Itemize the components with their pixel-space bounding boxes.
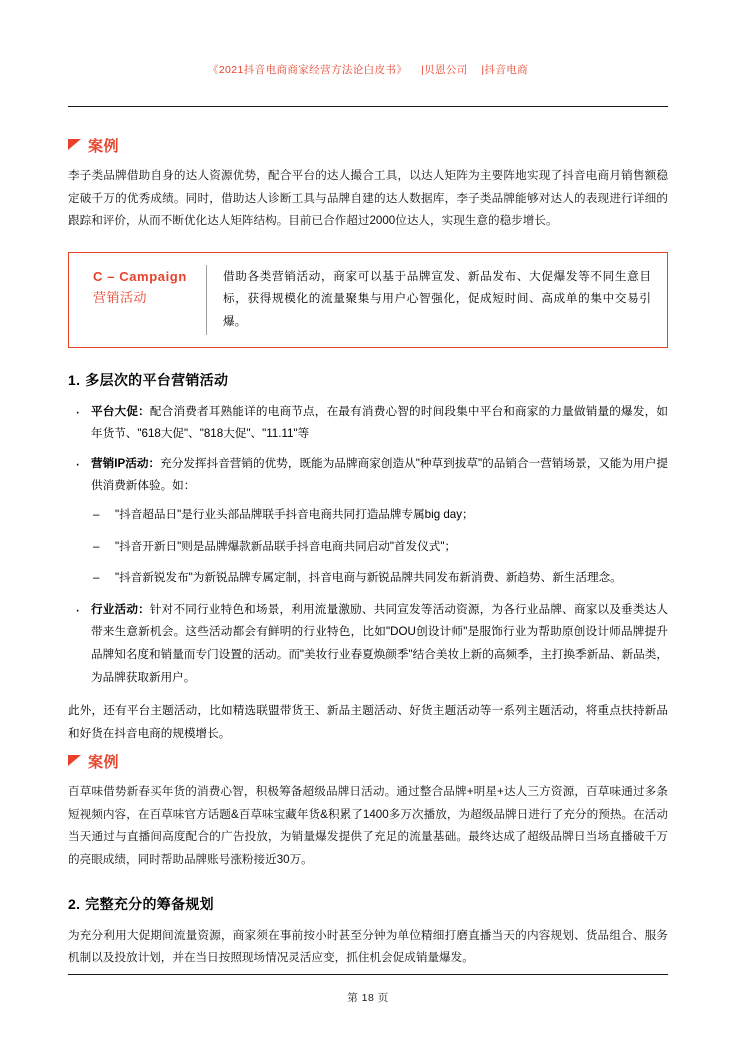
list-item (68, 453, 668, 590)
section-2-paragraph: 为充分利用大促期间流量资源，商家须在事前按小时甚至分钟为单位精细打磨直播当天的内容规划、货品组合、服务机制以及投放计划，并在当日按照现场情况灵活应变，抓住机会促成销量爆发。 (68, 928, 668, 965)
case-label-2: 案例 (88, 754, 120, 772)
case-heading-1 (68, 135, 668, 156)
list-item: – "抖音开新日"则是品牌爆款新品联手抖音电商共同启动"首发仪式"； (91, 536, 668, 559)
campaign-callout-box (68, 252, 668, 348)
callout-body: 借助各类营销活动，商家可以基于品牌宣发、新品发布、大促爆发等不同生意目标，获得规模化的流量聚集与用户心智强化，促成短时间、高成单的集中交易引爆。 (223, 269, 651, 328)
page-header (0, 0, 736, 77)
section-1-closing-paragraph: 此外，还有平台主题活动，比如精选联盟带货王、新品主题活动、好货主题活动等一系列主题活动，将重点扶持新品和好货在抖音电商的规模增长。 (68, 704, 668, 740)
bullet-lead-1: 平台大促： (91, 404, 150, 418)
section-heading-1 (68, 370, 668, 390)
section-1-bullet-list (68, 401, 668, 690)
bullet-text-3: 针对不同行业特色和场景，利用流量激励、共同宣发等活动资源，为各行业品牌、商家以及垂类达人带来生意新机会。这些活动都会有鲜明的行业特色，比如"DOU创设计师"是服饰行业为帮助原创设计师品牌提升品牌知名度和销量而专门设置的活动。而"美妆行业春夏焕颜季"结合美妆上新的高频季，主打换季新品、新品类，为品牌获取新用户。 (91, 602, 668, 684)
list-item (68, 401, 668, 446)
flag-icon (68, 755, 81, 768)
callout-subtitle: 营销活动 (93, 289, 148, 305)
bullet-lead-2: 营销IP活动： (91, 456, 161, 470)
list-item: – "抖音新锐发布"为新锐品牌专属定制，抖音电商与新锐品牌共同发布新消费、新趋势、新生活理念。 (91, 567, 668, 590)
header-source-bain: |贝恩公司 (420, 64, 468, 76)
footer-divider (68, 974, 668, 975)
bullet-text-1: 配合消费者耳熟能详的电商节点，在最有消费心智的时间段集中平台和商家的力量做销量的爆发，如年货节、"618大促"、"818大促"、"11.11"等 (91, 404, 668, 441)
case-label-1: 案例 (88, 138, 120, 155)
section-title-2: 完整充分的筹备规划 (85, 895, 214, 912)
case-heading-2 (68, 751, 668, 772)
header-source-douyin: |抖音电商 (481, 64, 529, 76)
callout-title: C – Campaign (93, 268, 187, 284)
case-paragraph-2: 百草味借势新春买年货的消费心智，积极筹备超级品牌日活动。通过整合品牌+明星+达人三方资源，百草味通过多条短视频内容，在百草味官方话题&百草味宝藏年货&积累了1400多万次播放，为超级品牌日进行了充分的预热。在活动当天通过与直播间高度配合的广告投放，为销量爆发提供了充足的流量基础。最终达成了超级品牌日当场直播破千万的亮眼成绩，同时帮助品牌账号涨粉接近30万。 (68, 785, 668, 867)
page-number: 第 18 页 (347, 992, 389, 1004)
section-number-1: 1. (68, 371, 81, 388)
section-1-sub-list (91, 504, 668, 590)
list-item: – "抖音超品日"是行业头部品牌联手抖音电商共同打造品牌专属big day； (91, 504, 668, 527)
callout-title-area (69, 265, 207, 335)
section-title-1: 多层次的平台营销活动 (85, 371, 229, 388)
case-paragraph-1: 李子类品牌借助自身的达人资源优势，配合平台的达人撮合工具，以达人矩阵为主要阵地实现了抖音电商月销售额稳定破千万的优秀成绩。同时，借助达人诊断工具与品牌自建的达人数据库，李子类品牌能够对达人的表现进行详细的跟踪和评价，从而不断优化达人矩阵结构。目前已合作超过2000位达人，实现生意的稳步增长。 (68, 169, 668, 228)
bullet-text-2: 充分发挥抖音营销的优势，既能为品牌商家创造从"种草到拔草"的品销合一营销场景，又能为用户提供消费新体验。如： (91, 456, 669, 493)
section-heading-2 (68, 894, 668, 914)
page-content (68, 107, 668, 970)
header-title: 《2021抖音电商商家经营方法论白皮书》 (207, 64, 408, 76)
list-item (68, 599, 668, 689)
flag-icon (68, 139, 81, 152)
section-number-2: 2. (68, 895, 81, 912)
bullet-lead-3: 行业活动： (91, 602, 150, 616)
